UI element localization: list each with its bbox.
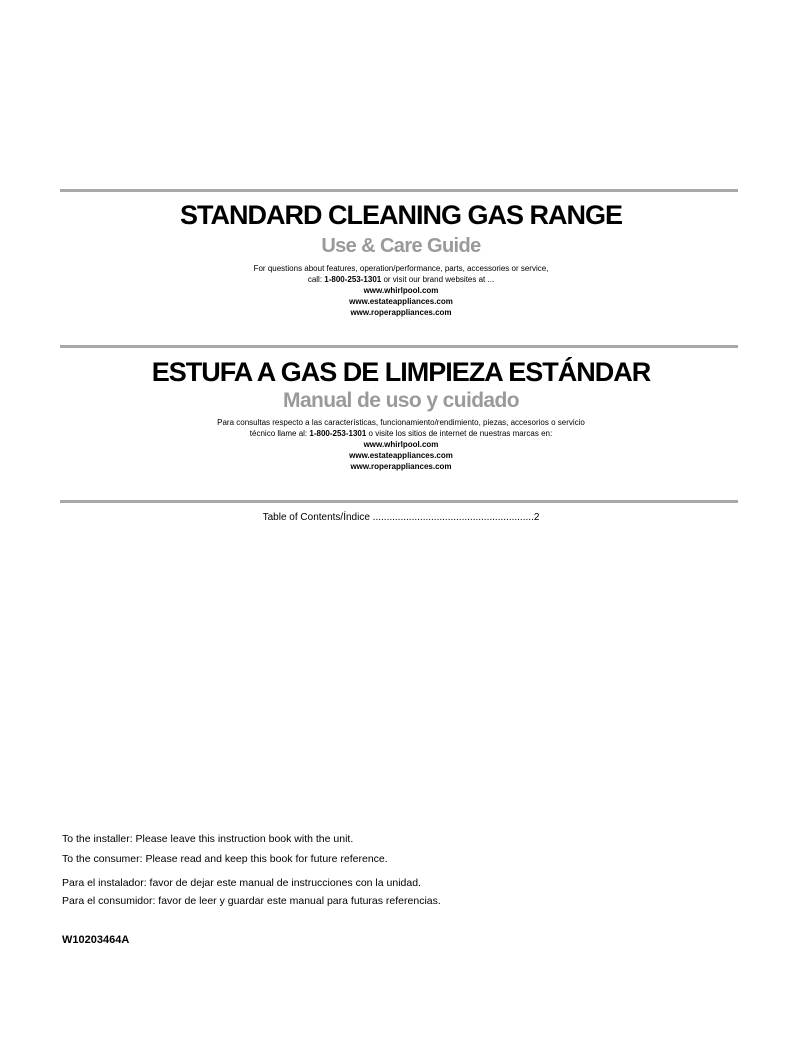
consumer-note-es: Para el consumidor: favor de leer y guardar este manual para futuras referencias. (62, 895, 441, 907)
installer-note-es: Para el instalador: favor de dejar este manual de instrucciones con la unidad. (62, 877, 421, 889)
spanish-header-section (0, 357, 802, 472)
spanish-info-line2 (0, 428, 802, 439)
spanish-info-prefix: técnico llame al: (249, 429, 310, 438)
english-title: STANDARD CLEANING GAS RANGE (179, 200, 622, 230)
spanish-contact-info (0, 417, 802, 439)
table-of-contents-entry[interactable]: Table of Contents/Índice ..........................................................2 (262, 512, 540, 523)
url-estate[interactable]: www.estateappliances.com (349, 297, 453, 306)
english-notes (62, 833, 388, 866)
english-header-section (0, 200, 802, 318)
url-roper-es[interactable]: www.roperappliances.com (350, 462, 452, 471)
spanish-notes (62, 877, 441, 908)
spanish-subtitle: Manual de uso y cuidado (283, 389, 519, 412)
english-info-line2 (0, 274, 802, 285)
english-subtitle: Use & Care Guide (321, 235, 481, 257)
url-estate-es[interactable]: www.estateappliances.com (349, 451, 453, 460)
url-whirlpool-es[interactable]: www.whirlpool.com (363, 440, 439, 449)
english-phone: 1-800-253-1301 (324, 275, 382, 284)
url-roper[interactable]: www.roperappliances.com (350, 308, 452, 317)
english-info-suffix: or visit our brand websites at ... (381, 275, 495, 284)
part-number: W10203464A (62, 934, 130, 946)
divider-top (60, 189, 738, 192)
english-info-line1: For questions about features, operation/performance, parts, accessories or service, (253, 264, 549, 273)
installer-note-en: To the installer: Please leave this instruction book with the unit. (62, 833, 354, 845)
english-contact-info (0, 263, 802, 285)
spanish-phone: 1-800-253-1301 (309, 429, 367, 438)
spanish-info-line1: Para consultas respecto a las características, funcionamiento/rendimiento, piezas, accesorios o servicio (217, 418, 585, 427)
english-url-list (0, 285, 802, 318)
spanish-url-list (0, 439, 802, 472)
divider-bottom (60, 500, 738, 503)
spanish-title: ESTUFA A GAS DE LIMPIEZA ESTÁNDAR (151, 357, 651, 387)
consumer-note-en: To the consumer: Please read and keep this book for future reference. (62, 853, 388, 865)
english-info-prefix: call: (307, 275, 325, 284)
url-whirlpool[interactable]: www.whirlpool.com (363, 286, 439, 295)
divider-middle (60, 345, 738, 348)
spanish-info-suffix: o visite los sitios de internet de nuestras marcas en: (366, 429, 553, 438)
